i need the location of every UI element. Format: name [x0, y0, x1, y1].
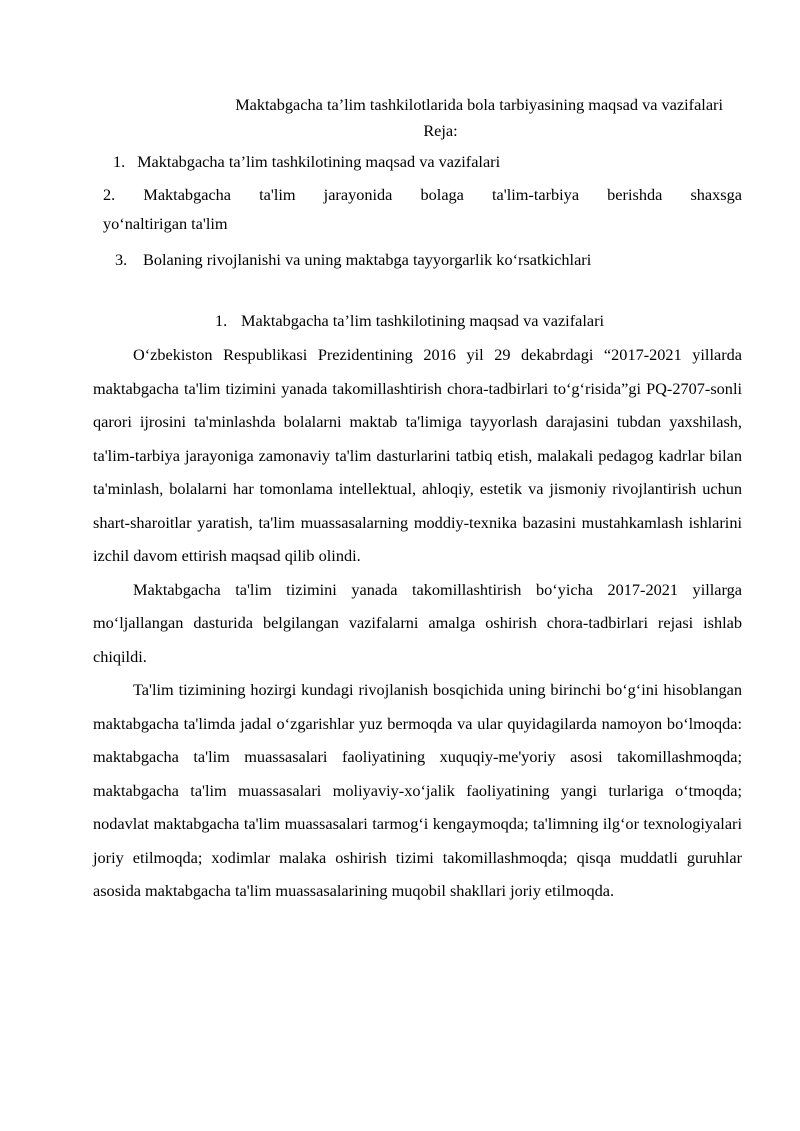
plan-item-3: [93, 244, 742, 276]
paragraph-3: Ta'lim tizimining hozirgi kundagi rivojlanish bosqichida uning birinchi bo‘g‘ini hisoblangan maktabgacha ta'limda jadal o‘zgarishlar yuz bermoqda va ular quyidagilarda namoyon bo‘lmoqda: maktabgacha ta'lim muassasalari faoliyatining xuquqiy-me'yoriy asosi takomillashmoqda; maktabgacha ta'lim muassasalari moliyaviy-xo‘jalik faoliyatining yangi turlariga o‘tmoqda; nodavlat maktabgacha ta'lim muassasalari tarmog‘i kengaymoqda; ta'limning ilg‘or texnologiyalari joriy etilmoqda; xodimlar malaka oshirish tizimi takomillashmoqda; qisqa muddatli guruhlar asosida maktabgacha ta'lim muassasalarining muqobil shakllari joriy etilmoqda.: [93, 680, 742, 900]
plan-item-text: Maktabgacha ta’lim tashkilotining maqsad va vazifalari: [137, 152, 501, 171]
document-title: Maktabgacha ta’lim tashkilotlarida bola tarbiyasining maqsad va vazifalari: [235, 95, 723, 114]
plan-item-number: 3.: [115, 250, 128, 269]
plan-item-text: Maktabgacha ta'lim jarayonida bolaga ta'lim-tarbiya berishda shaxsga: [143, 185, 742, 204]
plan-item-number: 1.: [113, 152, 126, 171]
plan-item-number: 2.: [103, 185, 116, 204]
plan-item-2-continuation: yo‘naltirigan ta'lim: [103, 214, 228, 233]
plan-item-2: [93, 178, 742, 212]
paragraph-1: O‘zbekiston Respublikasi Prezidentining 2016 yil 29 dekabrdagi “2017-2021 yillarda maktabgacha ta'lim tizimini yanada takomillashtirish chora-tadbirlari to‘g‘risida”gi PQ-2707-sonli qarori ijrosini ta'minlashda bolalarni maktab ta'limiga tayyorlash darajasini tubdan yaxshilash, ta'lim-tarbiya jarayoniga zamonaviy ta'lim dasturlarini tatbiq etish, malakali pedagog kadrlar bilan ta'minlash, bolalarni har tomonlama intellektual, ahloqiy, estetik va jismoniy rivojlantirish uchun shart-sharoitlar yaratish, ta'lim muassasalarning moddiy-texnika bazasini mustahkamlash ishlarini izchil davom ettirish maqsad qilib olindi.: [93, 345, 742, 565]
plan-heading: Reja:: [423, 121, 458, 140]
section-heading-text: Maktabgacha ta’lim tashkilotining maqsad va vazifalari: [241, 311, 605, 330]
plan-item-text: Bolaning rivojlanishi va uning maktabga tayyorgarlik ko‘rsatkichlari: [143, 250, 592, 269]
document-page: [93, 92, 742, 908]
section-heading: [93, 308, 742, 334]
paragraph-2: Maktabgacha ta'lim tizimini yanada takomillashtirish bo‘yicha 2017-2021 yillarga mo‘ljallangan dasturida belgilangan vazifalarni amalga oshirish chora-tadbirlari rejasi ishlab chiqildi.: [93, 579, 742, 666]
section-number: 1.: [215, 311, 228, 330]
plan-item-1: [93, 146, 742, 178]
